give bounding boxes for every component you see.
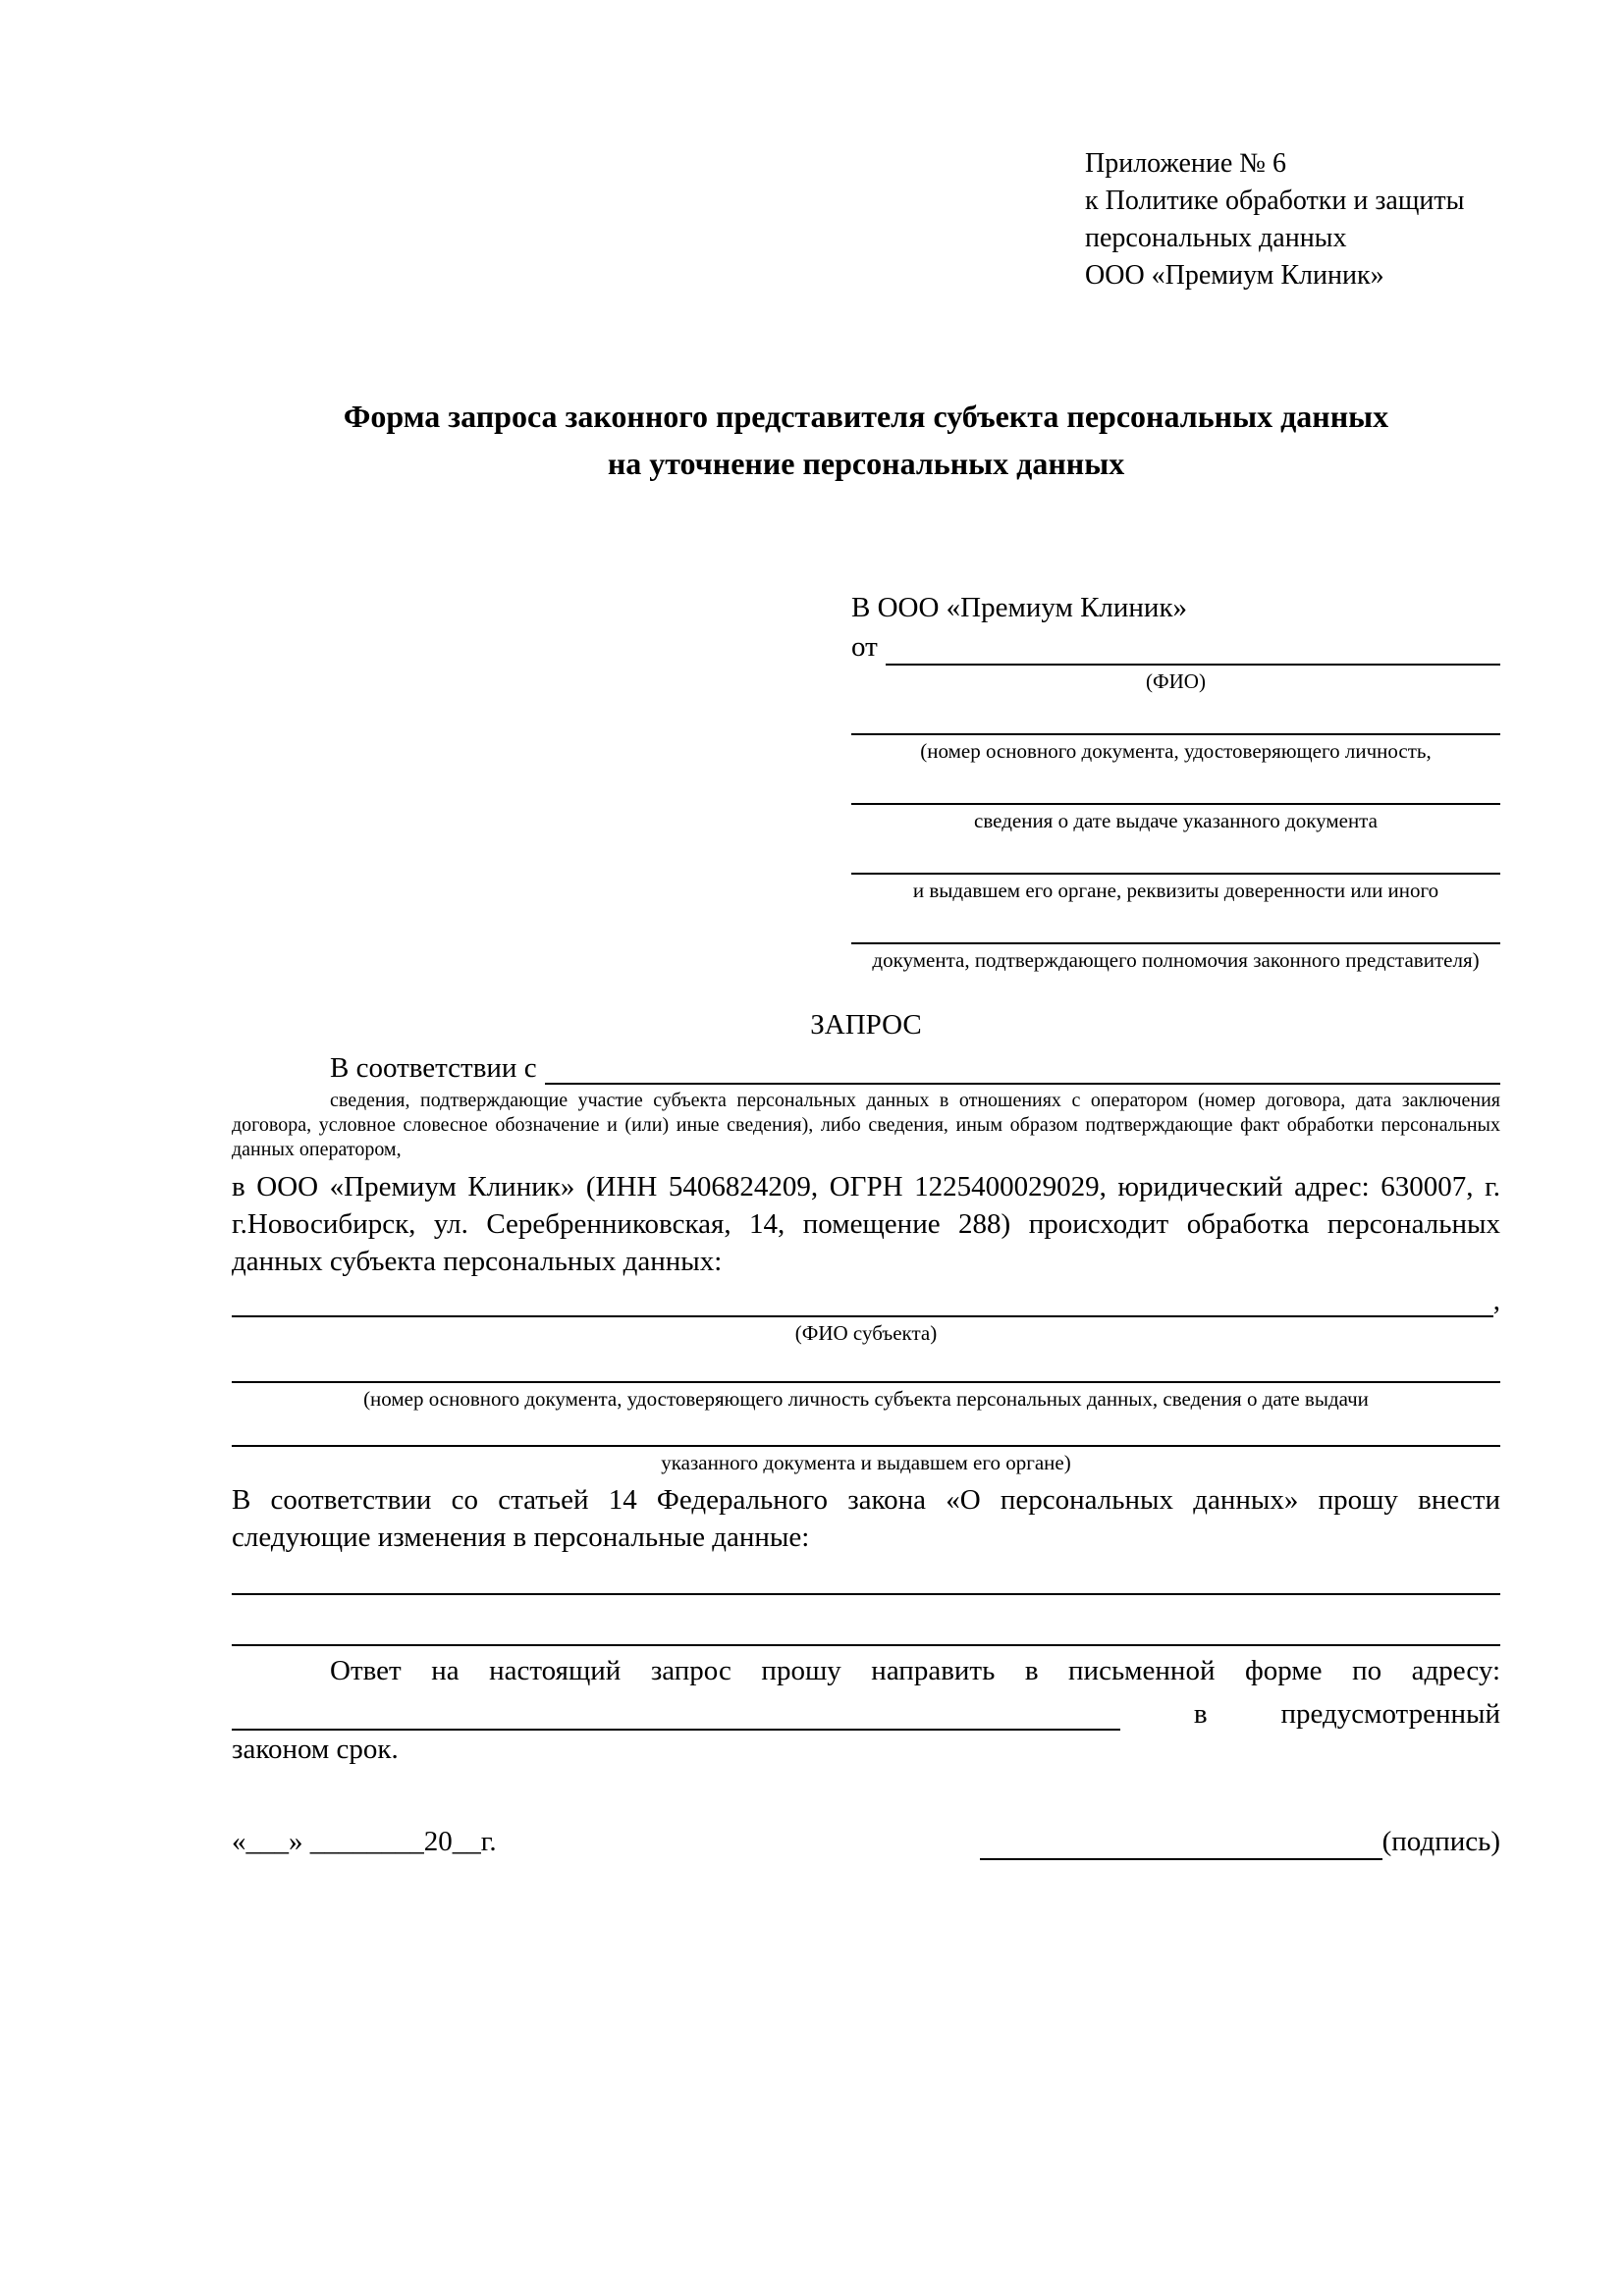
reply-tail-word: предусмотренный	[1280, 1698, 1500, 1730]
fio-caption: (ФИО)	[1146, 669, 1206, 693]
subject-fio-suffix: ,	[1492, 1285, 1500, 1316]
basis-blank-line	[545, 1049, 1500, 1085]
operator-paragraph: в ООО «Премиум Клиник» (ИНН 5406824209, ОГРН 1225400029029, юридический адрес: 630007, г. г.Новосибирск, ул. Серебренниковская, 14, помещение 288) происходит обработка персональных данных субъекта персональных данных:	[232, 1171, 1500, 1277]
subject-fio-blank-line	[232, 1282, 1493, 1317]
changes-blank-line	[232, 1595, 1500, 1646]
subject-doc-caption-2: указанного документа и выдавшем его органе)	[661, 1451, 1071, 1474]
document-content	[232, 0, 1500, 1860]
representative-doc-caption: (номер основного документа, удостоверяющего личность,	[920, 739, 1432, 763]
from-label: от	[851, 631, 878, 663]
changes-blank-line	[232, 1556, 1500, 1595]
reply-address-blank-line	[232, 1695, 1120, 1731]
appendix-line: персональных данных	[1085, 223, 1347, 253]
basis-row	[232, 1043, 1500, 1085]
subject-doc-caption-1: (номер основного документа, удостоверяющего личность субъекта персональных данных, сведения о дате выдачи	[363, 1387, 1369, 1411]
representative-doc-caption: сведения о дате выдаче указанного документа	[974, 809, 1378, 832]
representative-doc-blank-line	[851, 903, 1500, 944]
basis-label: В соответствии с	[330, 1052, 537, 1084]
document-title-line-2: на уточнение персональных данных	[607, 446, 1125, 481]
date-signature-row	[232, 1823, 1500, 1860]
reply-end: законом срок.	[232, 1734, 399, 1765]
document-title	[232, 393, 1500, 487]
representative-doc-blank-line	[851, 694, 1500, 735]
representative-doc-caption: документа, подтверждающего полномочия законного представителя)	[872, 948, 1480, 972]
reply-sentence: Ответ на настоящий запрос прошу направить в письменной форме по адресу:	[330, 1655, 1500, 1686]
request-heading: ЗАПРОС	[810, 1009, 922, 1041]
reply-address-row	[232, 1689, 1500, 1731]
appendix-line: ООО «Премиум Клиник»	[1085, 260, 1384, 291]
signature-caption: (подпись)	[1381, 1826, 1500, 1857]
subject-doc-blank-line	[232, 1412, 1500, 1447]
subject-fio-caption: (ФИО субъекта)	[794, 1321, 938, 1345]
from-row	[851, 626, 1500, 666]
addressee-organization: В ООО «Премиум Клиник»	[851, 592, 1188, 623]
date-blank: «___» ________20__г.	[232, 1826, 497, 1857]
appendix-line: к Политике обработки и защиты	[1085, 186, 1465, 216]
signature-group	[980, 1823, 1500, 1860]
document-title-line-1: Форма запроса законного представителя субъекта персональных данных	[343, 399, 1389, 434]
from-blank-line	[886, 630, 1500, 666]
reply-middle-word: в	[1193, 1698, 1208, 1730]
addressee-block	[851, 589, 1500, 973]
appendix-line: Приложение № 6	[1085, 148, 1286, 179]
representative-doc-blank-line	[851, 764, 1500, 805]
representative-doc-blank-line	[851, 833, 1500, 875]
basis-caption: сведения, подтверждающие участие субъекта персональных данных в отношениях с оператором (номер договора, дата заключения договора, условное словесное обозначение и (или) иные сведения), либо сведения, иным образом подтверждающие факт обработки персональных данных оператором,	[232, 1090, 1500, 1160]
signature-blank-line	[980, 1825, 1382, 1860]
appendix-header	[1085, 145, 1500, 294]
representative-doc-caption: и выдавшем его органе, реквизиты доверенности или иного	[912, 879, 1439, 902]
subject-doc-blank-line	[232, 1346, 1500, 1383]
subject-fio-row	[232, 1280, 1500, 1317]
article-paragraph: В соответствии со статьей 14 Федерального закона «О персональных данных» прошу внести следующие изменения в персональные данные:	[232, 1484, 1500, 1553]
